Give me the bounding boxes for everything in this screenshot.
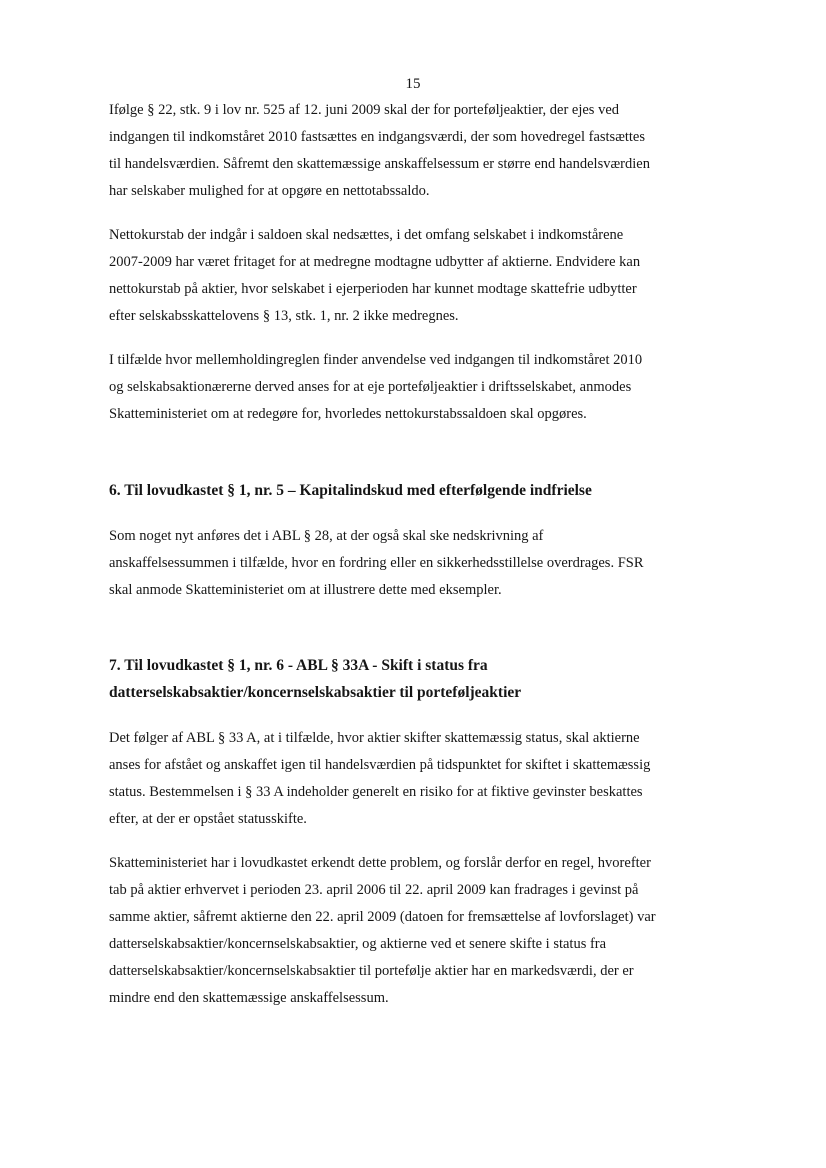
heading-line: 6. Til lovudkastet § 1, nr. 5 – Kapitalindskud med efterfølgende indfrielse xyxy=(109,482,592,499)
text-line: I tilfælde hvor mellemholdingreglen finder anvendelse ved indgangen til indkomståret 2010 xyxy=(109,352,643,368)
text-line: anses for afstået og anskaffet igen til handelsværdien på tidspunktet for skiftet i skattemæssig xyxy=(109,757,651,773)
section-heading-7 xyxy=(109,652,739,706)
paragraph-abl-33a xyxy=(109,725,739,833)
text-line: samme aktier, såfremt aktierne den 22. april 2009 (datoen for fremsættelse af lovforslaget) var xyxy=(109,909,656,925)
text-line: indgangen til indkomståret 2010 fastsættes en indgangsværdi, der som hovedregel fastsættes xyxy=(109,129,646,145)
text-line: til handelsværdien. Såfremt den skattemæssige anskaffelsessum er større end handelsværdien xyxy=(109,156,650,172)
text-line: har selskaber mulighed for at opgøre en nettotabssaldo. xyxy=(109,183,430,199)
document-body xyxy=(109,97,739,1012)
text-line: anskaffelsessummen i tilfælde, hvor en fordring eller en sikkerhedsstillelse overdrages. FSR xyxy=(109,555,644,571)
text-line: Ifølge § 22, stk. 9 i lov nr. 525 af 12. juni 2009 skal der for porteføljeaktier, der ejes ved xyxy=(109,102,620,118)
paragraph-abl-28 xyxy=(109,523,739,604)
heading-line: datterselskabsaktier/koncernselskabsaktier til porteføljeaktier xyxy=(109,684,522,701)
text-line: Som noget nyt anføres det i ABL § 28, at der også skal ske nedskrivning af xyxy=(109,528,544,544)
text-line: Skatteministeriet har i lovudkastet erkendt dette problem, og forslår derfor en regel, hvorefter xyxy=(109,855,651,871)
text-line: datterselskabsaktier/koncernselskabsaktier, og aktierne ved et senere skifte i status fra xyxy=(109,936,607,952)
text-line: efter selskabsskattelovens § 13, stk. 1, nr. 2 ikke medregnes. xyxy=(109,308,459,324)
paragraph-skatteministeriet-regel xyxy=(109,850,739,1012)
text-line: Nettokurstab der indgår i saldoen skal nedsættes, i det omfang selskabet i indkomstårene xyxy=(109,227,624,243)
paragraph-mellemholding xyxy=(109,347,739,428)
paragraph-nettokurstab xyxy=(109,222,739,330)
paragraph-indgangsvaerdi xyxy=(109,97,739,205)
text-line: tab på aktier erhvervet i perioden 23. april 2006 til 22. april 2009 kan fradrages i gevinst på xyxy=(109,882,639,898)
text-line: Det følger af ABL § 33 A, at i tilfælde, hvor aktier skifter skattemæssig status, skal aktierne xyxy=(109,730,640,746)
text-line: datterselskabsaktier/koncernselskabsaktier til portefølje aktier har en markedsværdi, der er xyxy=(109,963,634,979)
text-line: status. Bestemmelsen i § 33 A indeholder generelt en risiko for at fiktive gevinster beskattes xyxy=(109,784,643,800)
text-line: skal anmode Skatteministeriet om at illustrere dette med eksempler. xyxy=(109,582,502,598)
heading-line: 7. Til lovudkastet § 1, nr. 6 - ABL § 33A - Skift i status fra xyxy=(109,657,488,674)
text-line: 2007-2009 har været fritaget for at medregne modtagne udbytter af aktierne. Endvidere kan xyxy=(109,254,641,270)
text-line: Skatteministeriet om at redegøre for, hvorledes nettokurstabssaldoen skal opgøres. xyxy=(109,406,587,422)
page-number: 15 xyxy=(405,76,421,92)
text-line: efter, at der er opstået statusskifte. xyxy=(109,811,307,827)
text-line: og selskabsaktionærerne derved anses for at eje porteføljeaktier i driftsselskabet, anmodes xyxy=(109,379,632,395)
text-line: nettokurstab på aktier, hvor selskabet i ejerperioden har kunnet modtage skattefrie udbytter xyxy=(109,281,637,297)
section-heading-6 xyxy=(109,477,739,504)
text-line: mindre end den skattemæssige anskaffelsessum. xyxy=(109,990,389,1006)
